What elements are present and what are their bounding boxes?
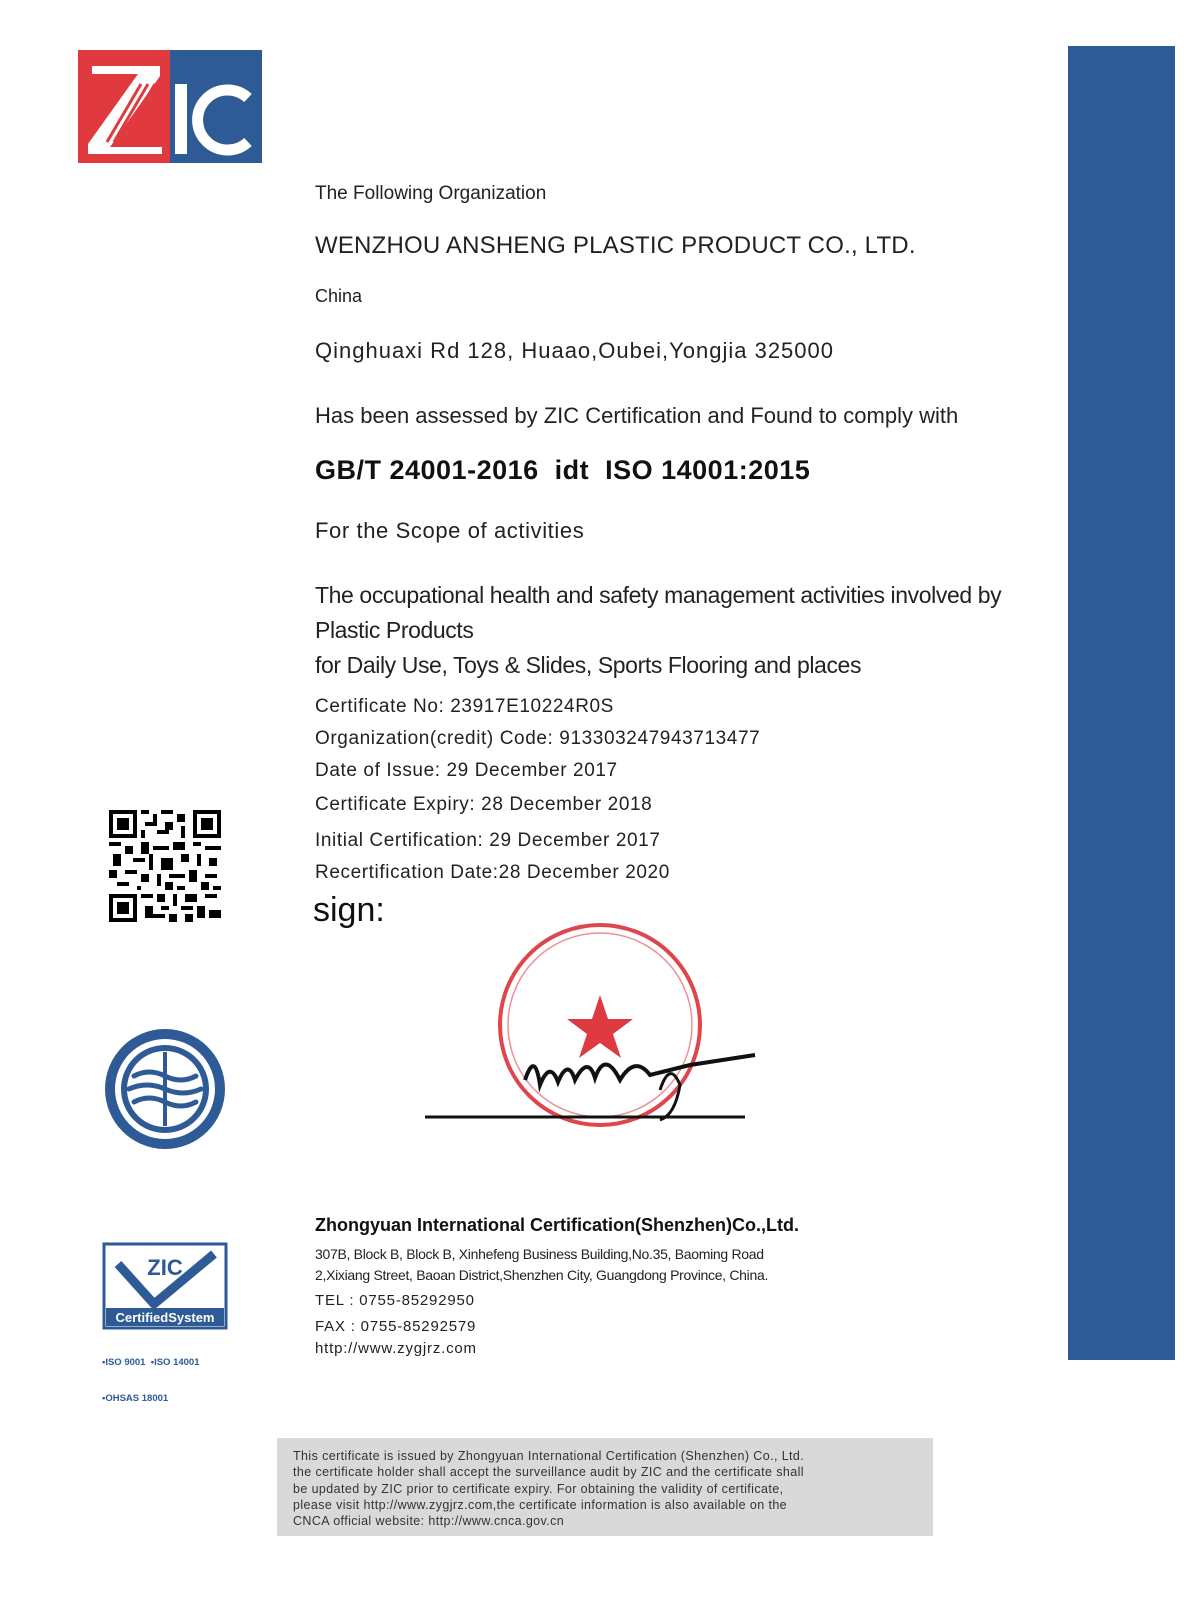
organization-name: WENZHOU ANSHENG PLASTIC PRODUCT CO., LTD. <box>315 232 916 259</box>
scope-description <box>315 578 1065 683</box>
zic-logo <box>78 50 262 163</box>
certificate-number: Certificate No: 23917E10224R0S <box>315 696 614 717</box>
organization-label: The Following Organization <box>315 183 547 204</box>
badge-standards-line: •OHSAS 18001 <box>102 1393 169 1404</box>
certificate-notice-box <box>277 1438 933 1536</box>
badge-label: CertifiedSystem <box>115 1310 215 1325</box>
certified-standard: GB/T 24001-2016 idt ISO 14001:2015 <box>315 455 811 485</box>
organization-credit-code: Organization(credit) Code: 913303247943713477 <box>315 728 761 749</box>
issuer-fax: FAX : 0755-85292579 <box>315 1318 477 1335</box>
certified-system-check-icon <box>102 1242 228 1330</box>
badge-logo-text: ZIC <box>147 1255 183 1280</box>
scope-label: For the Scope of activities <box>315 518 585 543</box>
issuer-name: Zhongyuan International Certification(Shenzhen)Co.,Ltd. <box>315 1215 799 1235</box>
sign-label: sign: <box>313 891 385 929</box>
badge-standards <box>102 1333 228 1429</box>
recertification-date: Recertification Date:28 December 2020 <box>315 862 670 883</box>
issuer-website[interactable]: http://www.zygjrz.com <box>315 1340 477 1357</box>
organization-country: China <box>315 286 363 306</box>
issuer-address-line: 307B, Block B, Block B, Xinhefeng Business Building,No.35, Baoming Road <box>315 1246 764 1262</box>
decorative-side-band <box>1068 46 1175 1360</box>
scope-line: for Daily Use, Toys & Slides, Sports Flooring and places <box>315 652 862 678</box>
qr-code <box>109 810 221 922</box>
certificate-expiry: Certificate Expiry: 28 December 2018 <box>315 794 653 815</box>
badge-standards-line: •ISO 9001 •ISO 14001 <box>102 1357 200 1368</box>
issuer-telephone: TEL : 0755-85292950 <box>315 1292 475 1309</box>
date-of-issue: Date of Issue: 29 December 2017 <box>315 760 618 781</box>
issuer-address-line: 2,Xixiang Street, Baoan District,Shenzhen City, Guangdong Province, China. <box>315 1267 769 1283</box>
official-seal-with-signature <box>420 920 770 1150</box>
certified-system-badge <box>102 1242 228 1404</box>
assessment-statement: Has been assessed by ZIC Certification and Found to comply with <box>315 403 959 428</box>
initial-certification: Initial Certification: 29 December 2017 <box>315 830 661 851</box>
certificate-notice-text: This certificate is issued by Zhongyuan International Certification (Shenzhen) Co., Ltd. the certificate holder shall accept the surveillance audit by ZIC and the certificate shall be updated by ZIC prior to certificate expiry. For obtaining the validity of certificate, please visit http://www.zygjrz.com,the certificate information is also available on the CNCA official website: http://www.cnca.gov.cn <box>293 1449 805 1529</box>
accreditation-emblem-icon <box>104 1028 226 1150</box>
scope-line: The occupational health and safety management activities involved by Plastic Products <box>315 582 1002 643</box>
organization-address: Qinghuaxi Rd 128, Huaao,Oubei,Yongjia 325000 <box>315 338 834 363</box>
issuer-address <box>315 1244 768 1286</box>
